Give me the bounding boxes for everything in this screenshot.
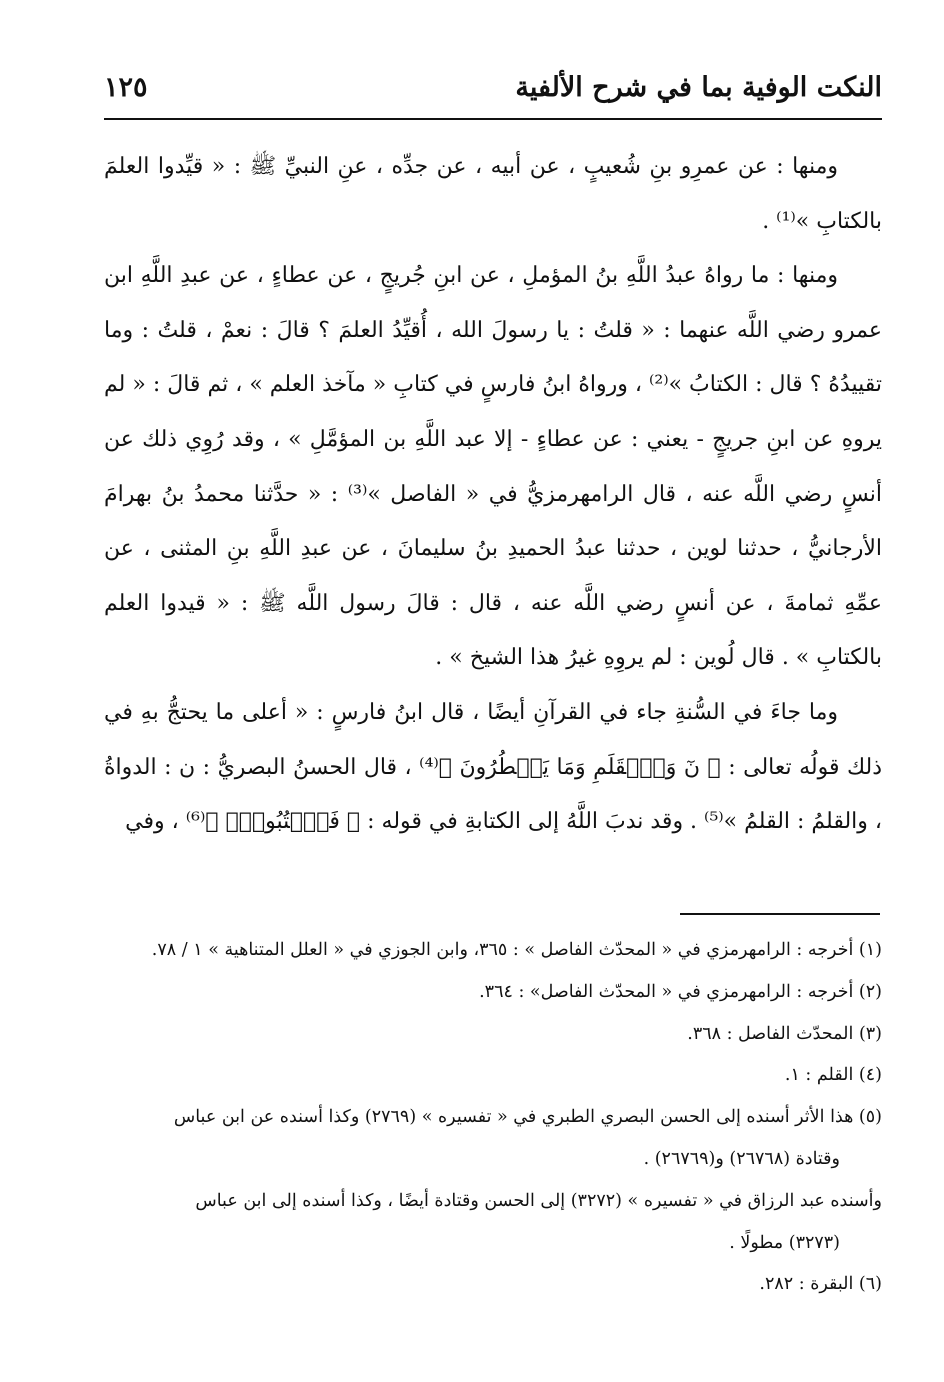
footnote: (١) أخرجه : الرامهرمزي في « المحدّث الفاصل » : ٣٦٥، وابن الجوزي في « العلل المتناهية » ١ / ٧٨. (151, 940, 882, 960)
paragraph: وما جاءَ في السُّنةِ جاء في القرآنِ أيضًا ، قال ابنُ فارسٍ : « أعلى ما يحتجُّ بهِ في ذلك قولُه تعالى : ﴿ نٓ وَٱلۡقَلَمِ وَمَا يَسۡطُرُونَ ﴾⁽⁴⁾ ، قال الحسنُ البصريُّ : ن : الدواةُ ، والقلمُ : القلمُ »⁽⁵⁾ . وقد ندبَ اللَّهُ إلى الكتابةِ في قوله : ﴿ فَٱكۡتُبُوهُۚ ﴾⁽⁶⁾ ، وفي (104, 699, 883, 835)
footnote: (٣) المحدّث الفاصل : ٣٦٨. (687, 1023, 882, 1044)
footnote-continuation: وقتادة (٢٦٧٦٨) و(٢٦٧٦٩) . (643, 1148, 840, 1169)
footnotes (104, 930, 882, 1306)
footnote: (٢) أخرجه : الرامهرمزي في « المحدّث الفاصل» : ٣٦٤. (479, 981, 882, 1002)
main-text (104, 140, 882, 850)
book-title: النكت الوفية بما في شرح الألفية (515, 71, 882, 103)
running-head (104, 62, 882, 112)
paragraph: ومنها : ما رواهُ عبدُ اللَّهِ بنُ المؤملِ ، عن ابنِ جُريجٍ ، عن عطاءٍ ، عن عبدِ اللَّهِ ابن عمرو رضي اللَّه عنهما : « قلتُ : يا رسولَ الله ، أُقيِّدُ العلمَ ؟ قالَ : نعمْ ، قلتُ : وما تقييدُهُ ؟ قال : الكتابُ »⁽²⁾ ، ورواهُ ابنُ فارسٍ في كتابِ « مآخذ العلم » ، ثم قالَ : « لم يروهِ عن ابنِ جريجٍ - يعني : عن عطاءٍ - إلا عبد اللَّهِ بن المؤمَّلِ » ، وقد رُوِي ذلك عن أنسٍ رضي اللَّه عنه ، قال الرامهرمزيُّ في « الفاصل »⁽³⁾ : « حدَّثنا محمدُ بنُ بهرامَ الأرجانيُّ ، حدثنا لوين ، حدثنا عبدُ الحميدِ بنُ سليمانَ ، عن عبدِ اللَّهِ بنِ المثنى ، عن عمِّهِ ثمامةَ ، عن أنسٍ رضي اللَّه عنه ، قال : قالَ رسول اللَّه ﷺ : « قيدوا العلم بالكتابِ » . قال لُوين : لم يروِهِ غيرُ هذا الشيخ » . (104, 263, 882, 671)
paragraph: ومنها : عن عمرِو بنِ شُعيبٍ ، عن أبيه ، عن جدِّه ، عنِ النبيِّ ﷺ : « قيِّدوا العلمَ بالكتابِ »⁽¹⁾ . (104, 154, 882, 234)
page-number: ١٢٥ (104, 71, 148, 103)
footnote: (٤) القلم : ١. (784, 1065, 882, 1086)
footnote-subnote: وأسنده عبد الرزاق في « تفسيره » (٣٢٧٢) إلى الحسن وقتادة أيضًا ، وكذا أسنده إلى ابن عباس (195, 1190, 882, 1211)
footnote-continuation: (٣٢٧٣) مطولًا . (729, 1232, 840, 1253)
header-rule (104, 118, 882, 120)
footnote: (٦) البقرة : ٢٨٢. (759, 1274, 882, 1295)
footnote-rule (680, 913, 880, 915)
footnote: (٥) هذا الأثر أسنده إلى الحسن البصري الطبري في « تفسيره » (٢٧٦٩) وكذا أسنده عن ابن عباس (173, 1107, 882, 1128)
